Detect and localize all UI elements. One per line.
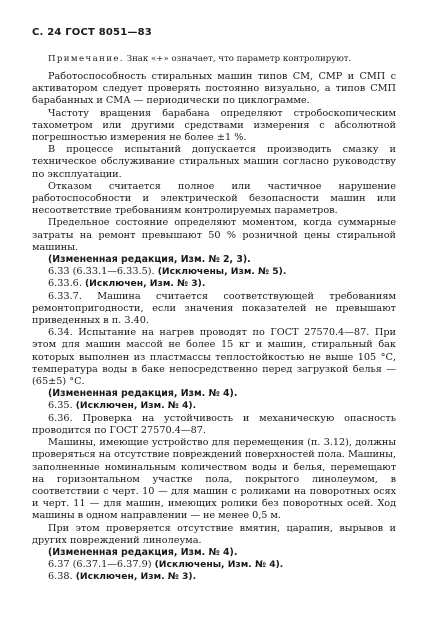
- clause-6-33-6-number: 6.33.6.: [48, 278, 85, 290]
- clause-6-37-status: (Исключены, Изм. № 4).: [154, 559, 284, 571]
- paragraph-maintenance: В процессе испытаний допускается производить смазку и техническое обслуживание стиральных машин согласно руководству по эксплуатации.: [32, 144, 396, 180]
- paragraph-limit-state: Предельное состояние определяют моментом, когда суммарные затраты на ремонт превышают 50 % розничной цены стиральной машины.: [32, 217, 396, 253]
- note: [32, 54, 396, 65]
- clause-6-33-7: 6.33.7. Машина считается соответствующей требованиям ремонтопригодности, если значения показателей не превышают приведенных в п. 3.40.: [32, 290, 396, 327]
- clause-6-36: 6.36. Проверка на устойчивость и механическую опасность проводится по ГОСТ 27570.4—87.: [32, 412, 396, 436]
- clause-6-38: [32, 571, 396, 583]
- paragraph-linoleum-check: При этом проверяется отсутствие вмятин, царапин, вырывов и других повреждений линолеума.: [32, 522, 396, 546]
- clause-6-37-number: 6.37 (6.37.1—6.37.9): [48, 559, 155, 571]
- clause-6-33: [32, 266, 396, 278]
- edition-note-1: (Измененная редакция, Изм. № 2, 3).: [48, 254, 251, 266]
- clause-6-33-number: 6.33 (6.33.1—6.33.5).: [48, 266, 158, 278]
- paragraph-floor-test: Машины, имеющие устройство для перемещения (п. 3.12), должны проверяться на отсутствие повреждений поверхностей пола. Машины, заполненные номинальным количеством воды и белья, перемещают на горизонтальном участке пола, покрытого линолеумом, в соответствии с черт. 10 — для машин с роликами на поворотных осях и черт. 11 — для машин, имеющих ролики без поворотных осей. Ход машины в одном направлении — не менее 0,5 м.: [32, 437, 396, 522]
- clause-6-38-status: (Исключен, Изм. № 3).: [75, 571, 197, 583]
- paragraph-drum-speed: Частоту вращения барабана определяют стробоскопическим тахометром или другими средствами измерения с абсолютной погрешностью измерения не более ±1 %.: [32, 107, 396, 144]
- edition-note-3: (Измененная редакция, Изм. № 4).: [48, 546, 238, 558]
- clause-6-37: [32, 559, 396, 571]
- clause-6-33-6-status: (Исключен, Изм. № 3).: [84, 278, 206, 290]
- note-lead: Примечание.: [48, 54, 124, 64]
- clause-6-35-status: (Исключен, Изм. № 4).: [75, 400, 197, 412]
- paragraph-failure: Отказом считается полное или частичное нарушение работоспособности и электрической безопасности машин или несоответствие требованиям контролируемых параметров.: [32, 180, 396, 217]
- edition-note-2: (Измененная редакция, Изм. № 4).: [48, 388, 238, 400]
- paragraph-operability: Работоспособность стиральных машин типов СМ, СМР и СМП с активатором следует проверять постоянно визуально, а типов СМП барабанных и СМА — периодически по циклограмме.: [32, 71, 396, 107]
- clause-6-38-number: 6.38.: [48, 571, 76, 583]
- clause-6-35: [32, 400, 396, 412]
- note-text: Знак «+» означает, что параметр контролируют.: [123, 54, 352, 64]
- clause-6-33-status: (Исключены, Изм. № 5).: [157, 266, 287, 278]
- clause-6-34: 6.34. Испытание на нагрев проводят по ГОСТ 27570.4—87. При этом для машин массой не более 15 кг и машин, стиральный бак которых выполнен из пластмассы теплостойкостью не выше 105 °С, температура воды в баке непосредственно перед загрузкой белья — (65±5) °С.: [32, 327, 396, 388]
- clause-6-33-6: [32, 278, 396, 290]
- page-header: С. 24 ГОСТ 8051—83: [32, 27, 152, 38]
- clause-6-35-number: 6.35.: [48, 400, 76, 412]
